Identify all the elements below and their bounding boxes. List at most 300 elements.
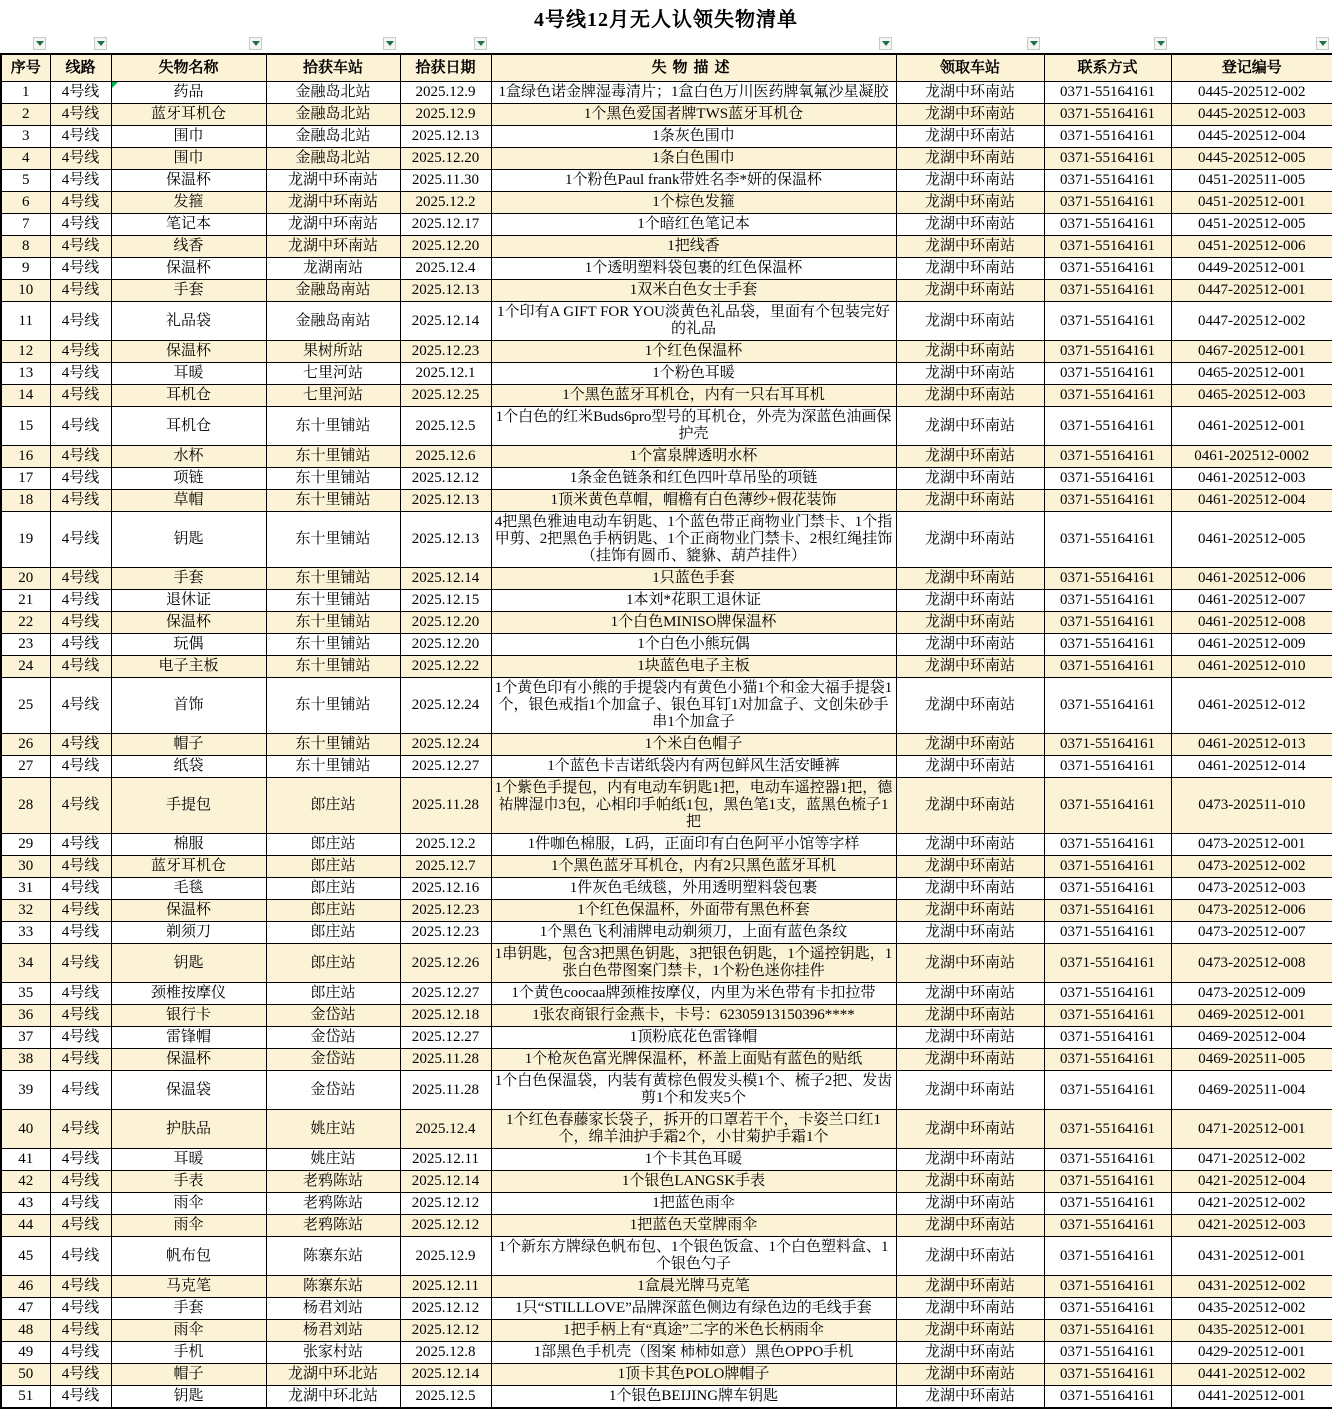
- cell-name[interactable]: 手提包: [111, 778, 266, 834]
- cell-line[interactable]: 4号线: [50, 1005, 111, 1027]
- cell-line[interactable]: 4号线: [50, 1027, 111, 1049]
- cell-pickup_station[interactable]: 龙湖中环南站: [896, 1237, 1044, 1276]
- cell-found_date[interactable]: 2025.11.28: [400, 1071, 491, 1110]
- cell-contact[interactable]: 0371-55164161: [1044, 734, 1171, 756]
- cell-description[interactable]: 1只“STILLLOVE”品牌深蓝色侧边有绿色边的毛线手套: [491, 1298, 896, 1320]
- cell-name[interactable]: 蓝牙耳机仓: [111, 104, 266, 126]
- cell-found_station[interactable]: 龙湖中环北站: [266, 1386, 400, 1409]
- cell-found_date[interactable]: 2025.12.14: [400, 1171, 491, 1193]
- cell-line[interactable]: 4号线: [50, 634, 111, 656]
- cell-no[interactable]: 27: [1, 756, 50, 778]
- cell-found_date[interactable]: 2025.12.27: [400, 1027, 491, 1049]
- cell-contact[interactable]: 0371-55164161: [1044, 634, 1171, 656]
- cell-pickup_station[interactable]: 龙湖中环南站: [896, 568, 1044, 590]
- cell-reg_no[interactable]: 0467-202512-001: [1171, 341, 1332, 363]
- cell-found_station[interactable]: 金岱站: [266, 1071, 400, 1110]
- cell-pickup_station[interactable]: 龙湖中环南站: [896, 82, 1044, 104]
- cell-found_date[interactable]: 2025.12.6: [400, 446, 491, 468]
- filter-dropdown-icon[interactable]: [1154, 37, 1167, 50]
- cell-description[interactable]: 1个蓝色卡吉诺纸袋内有两包鲜风生活安睡裤: [491, 756, 896, 778]
- cell-no[interactable]: 3: [1, 126, 50, 148]
- cell-reg_no[interactable]: 0473-202512-001: [1171, 834, 1332, 856]
- cell-no[interactable]: 26: [1, 734, 50, 756]
- cell-line[interactable]: 4号线: [50, 834, 111, 856]
- cell-reg_no[interactable]: 0473-202511-010: [1171, 778, 1332, 834]
- cell-reg_no[interactable]: 0447-202512-002: [1171, 302, 1332, 341]
- cell-description[interactable]: 1个白色保温袋，内装有黄棕色假发头模1个、梳子2把、发齿剪1个和发夹5个: [491, 1071, 896, 1110]
- cell-found_date[interactable]: 2025.12.11: [400, 1149, 491, 1171]
- cell-found_station[interactable]: 金岱站: [266, 1005, 400, 1027]
- cell-found_date[interactable]: 2025.12.2: [400, 192, 491, 214]
- cell-pickup_station[interactable]: 龙湖中环南站: [896, 834, 1044, 856]
- cell-reg_no[interactable]: 0473-202512-008: [1171, 944, 1332, 983]
- cell-contact[interactable]: 0371-55164161: [1044, 568, 1171, 590]
- cell-description[interactable]: 1个暗红色笔记本: [491, 214, 896, 236]
- cell-name[interactable]: 礼品袋: [111, 302, 266, 341]
- cell-name[interactable]: 玩偶: [111, 634, 266, 656]
- cell-line[interactable]: 4号线: [50, 280, 111, 302]
- cell-contact[interactable]: 0371-55164161: [1044, 258, 1171, 280]
- cell-pickup_station[interactable]: 龙湖中环南站: [896, 1110, 1044, 1149]
- cell-name[interactable]: 银行卡: [111, 1005, 266, 1027]
- cell-name[interactable]: 手套: [111, 1298, 266, 1320]
- cell-no[interactable]: 28: [1, 778, 50, 834]
- filter-dropdown-icon[interactable]: [879, 37, 892, 50]
- cell-found_station[interactable]: 老鸦陈站: [266, 1193, 400, 1215]
- cell-line[interactable]: 4号线: [50, 944, 111, 983]
- cell-description[interactable]: 1条白色围巾: [491, 148, 896, 170]
- cell-reg_no[interactable]: 0451-202512-005: [1171, 214, 1332, 236]
- cell-reg_no[interactable]: 0469-202511-004: [1171, 1071, 1332, 1110]
- cell-contact[interactable]: 0371-55164161: [1044, 756, 1171, 778]
- cell-description[interactable]: 1顶卡其色POLO牌帽子: [491, 1364, 896, 1386]
- cell-found_station[interactable]: 东十里铺站: [266, 568, 400, 590]
- cell-name[interactable]: 剃须刀: [111, 922, 266, 944]
- cell-found_date[interactable]: 2025.12.27: [400, 983, 491, 1005]
- cell-pickup_station[interactable]: 龙湖中环南站: [896, 756, 1044, 778]
- cell-contact[interactable]: 0371-55164161: [1044, 126, 1171, 148]
- cell-no[interactable]: 47: [1, 1298, 50, 1320]
- cell-name[interactable]: 项链: [111, 468, 266, 490]
- filter-dropdown-icon[interactable]: [249, 37, 262, 50]
- cell-found_date[interactable]: 2025.12.27: [400, 756, 491, 778]
- cell-pickup_station[interactable]: 龙湖中环南站: [896, 1320, 1044, 1342]
- cell-found_date[interactable]: 2025.12.13: [400, 126, 491, 148]
- cell-no[interactable]: 7: [1, 214, 50, 236]
- cell-contact[interactable]: 0371-55164161: [1044, 1171, 1171, 1193]
- cell-name[interactable]: 围巾: [111, 126, 266, 148]
- cell-description[interactable]: 1个黑色飞利浦牌电动剃须刀，上面有蓝色条纹: [491, 922, 896, 944]
- cell-pickup_station[interactable]: 龙湖中环南站: [896, 302, 1044, 341]
- cell-name[interactable]: 钥匙: [111, 1386, 266, 1409]
- cell-reg_no[interactable]: 0441-202512-001: [1171, 1386, 1332, 1409]
- cell-found_date[interactable]: 2025.12.12: [400, 1320, 491, 1342]
- cell-description[interactable]: 1把手柄上有“真途”二字的米色长柄雨伞: [491, 1320, 896, 1342]
- cell-no[interactable]: 11: [1, 302, 50, 341]
- cell-contact[interactable]: 0371-55164161: [1044, 363, 1171, 385]
- cell-line[interactable]: 4号线: [50, 1171, 111, 1193]
- cell-no[interactable]: 40: [1, 1110, 50, 1149]
- cell-no[interactable]: 50: [1, 1364, 50, 1386]
- cell-reg_no[interactable]: 0431-202512-001: [1171, 1237, 1332, 1276]
- cell-reg_no[interactable]: 0473-202512-003: [1171, 878, 1332, 900]
- cell-contact[interactable]: 0371-55164161: [1044, 170, 1171, 192]
- cell-line[interactable]: 4号线: [50, 1237, 111, 1276]
- cell-name[interactable]: 帽子: [111, 734, 266, 756]
- cell-reg_no[interactable]: 0445-202512-003: [1171, 104, 1332, 126]
- cell-no[interactable]: 37: [1, 1027, 50, 1049]
- cell-name[interactable]: 蓝牙耳机仓: [111, 856, 266, 878]
- cell-description[interactable]: 1个白色MINISO牌保温杯: [491, 612, 896, 634]
- cell-found_station[interactable]: 东十里铺站: [266, 490, 400, 512]
- cell-line[interactable]: 4号线: [50, 363, 111, 385]
- cell-reg_no[interactable]: 0421-202512-004: [1171, 1171, 1332, 1193]
- cell-found_date[interactable]: 2025.12.4: [400, 258, 491, 280]
- cell-contact[interactable]: 0371-55164161: [1044, 280, 1171, 302]
- cell-name[interactable]: 保温杯: [111, 170, 266, 192]
- cell-description[interactable]: 1个透明塑料袋包裹的红色保温杯: [491, 258, 896, 280]
- cell-reg_no[interactable]: 0445-202512-005: [1171, 148, 1332, 170]
- cell-contact[interactable]: 0371-55164161: [1044, 983, 1171, 1005]
- cell-line[interactable]: 4号线: [50, 734, 111, 756]
- column-header-description[interactable]: 失物描述: [491, 54, 896, 82]
- cell-found_date[interactable]: 2025.12.12: [400, 1298, 491, 1320]
- cell-found_station[interactable]: 东十里铺站: [266, 612, 400, 634]
- cell-description[interactable]: 1个米白色帽子: [491, 734, 896, 756]
- cell-pickup_station[interactable]: 龙湖中环南站: [896, 1171, 1044, 1193]
- cell-no[interactable]: 13: [1, 363, 50, 385]
- cell-no[interactable]: 8: [1, 236, 50, 258]
- cell-contact[interactable]: 0371-55164161: [1044, 856, 1171, 878]
- cell-contact[interactable]: 0371-55164161: [1044, 104, 1171, 126]
- cell-reg_no[interactable]: 0461-202512-001: [1171, 407, 1332, 446]
- cell-name[interactable]: 线香: [111, 236, 266, 258]
- cell-no[interactable]: 42: [1, 1171, 50, 1193]
- cell-no[interactable]: 44: [1, 1215, 50, 1237]
- cell-line[interactable]: 4号线: [50, 148, 111, 170]
- cell-pickup_station[interactable]: 龙湖中环南站: [896, 468, 1044, 490]
- cell-found_station[interactable]: 东十里铺站: [266, 468, 400, 490]
- cell-name[interactable]: 护肤品: [111, 1110, 266, 1149]
- cell-found_station[interactable]: 龙湖中环南站: [266, 170, 400, 192]
- cell-line[interactable]: 4号线: [50, 568, 111, 590]
- cell-found_station[interactable]: 龙湖中环南站: [266, 192, 400, 214]
- cell-name[interactable]: 保温杯: [111, 341, 266, 363]
- cell-contact[interactable]: 0371-55164161: [1044, 148, 1171, 170]
- cell-contact[interactable]: 0371-55164161: [1044, 612, 1171, 634]
- cell-line[interactable]: 4号线: [50, 1298, 111, 1320]
- cell-name[interactable]: 钥匙: [111, 944, 266, 983]
- cell-pickup_station[interactable]: 龙湖中环南站: [896, 1071, 1044, 1110]
- cell-found_station[interactable]: 姚庄站: [266, 1149, 400, 1171]
- cell-contact[interactable]: 0371-55164161: [1044, 834, 1171, 856]
- cell-reg_no[interactable]: 0461-202512-009: [1171, 634, 1332, 656]
- cell-found_station[interactable]: 郎庄站: [266, 856, 400, 878]
- cell-description[interactable]: 1盒绿色诺金牌湿毒清片；1盒白色万川医药牌氧氟沙星凝胶: [491, 82, 896, 104]
- cell-name[interactable]: 保温杯: [111, 1049, 266, 1071]
- cell-line[interactable]: 4号线: [50, 1110, 111, 1149]
- cell-line[interactable]: 4号线: [50, 385, 111, 407]
- cell-line[interactable]: 4号线: [50, 407, 111, 446]
- cell-pickup_station[interactable]: 龙湖中环南站: [896, 734, 1044, 756]
- cell-reg_no[interactable]: 0435-202512-001: [1171, 1320, 1332, 1342]
- cell-no[interactable]: 10: [1, 280, 50, 302]
- cell-found_station[interactable]: 郎庄站: [266, 944, 400, 983]
- cell-pickup_station[interactable]: 龙湖中环南站: [896, 446, 1044, 468]
- cell-reg_no[interactable]: 0471-202512-002: [1171, 1149, 1332, 1171]
- cell-contact[interactable]: 0371-55164161: [1044, 1320, 1171, 1342]
- cell-found_date[interactable]: 2025.12.25: [400, 385, 491, 407]
- cell-description[interactable]: 1把蓝色雨伞: [491, 1193, 896, 1215]
- cell-pickup_station[interactable]: 龙湖中环南站: [896, 1364, 1044, 1386]
- cell-found_station[interactable]: 龙湖南站: [266, 258, 400, 280]
- cell-pickup_station[interactable]: 龙湖中环南站: [896, 778, 1044, 834]
- cell-found_date[interactable]: 2025.12.17: [400, 214, 491, 236]
- cell-description[interactable]: 1个红色春藤家长袋子，拆开的口罩若干个，卡姿兰口红1个，绵羊油护手霜2个，小甘菊护手霜1个: [491, 1110, 896, 1149]
- cell-found_station[interactable]: 龙湖中环南站: [266, 236, 400, 258]
- cell-line[interactable]: 4号线: [50, 678, 111, 734]
- cell-description[interactable]: 1个紫色手提包，内有电动车钥匙1把，电动车遥控器1把，德祐牌湿巾3包，心相印手帕纸1包，黑色笔1支，蓝黑色梳子1把: [491, 778, 896, 834]
- cell-found_station[interactable]: 龙湖中环南站: [266, 214, 400, 236]
- cell-contact[interactable]: 0371-55164161: [1044, 1237, 1171, 1276]
- cell-reg_no[interactable]: 0473-202512-006: [1171, 900, 1332, 922]
- cell-reg_no[interactable]: 0461-202512-014: [1171, 756, 1332, 778]
- cell-line[interactable]: 4号线: [50, 468, 111, 490]
- column-header-found_station[interactable]: 拾获车站: [266, 54, 400, 82]
- cell-reg_no[interactable]: 0447-202512-001: [1171, 280, 1332, 302]
- cell-found_date[interactable]: 2025.12.20: [400, 236, 491, 258]
- cell-reg_no[interactable]: 0445-202512-002: [1171, 82, 1332, 104]
- cell-contact[interactable]: 0371-55164161: [1044, 236, 1171, 258]
- cell-no[interactable]: 43: [1, 1193, 50, 1215]
- cell-no[interactable]: 4: [1, 148, 50, 170]
- cell-found_station[interactable]: 老鸦陈站: [266, 1171, 400, 1193]
- cell-line[interactable]: 4号线: [50, 1193, 111, 1215]
- cell-contact[interactable]: 0371-55164161: [1044, 678, 1171, 734]
- cell-line[interactable]: 4号线: [50, 612, 111, 634]
- cell-description[interactable]: 1盒晨光牌马克笔: [491, 1276, 896, 1298]
- cell-contact[interactable]: 0371-55164161: [1044, 192, 1171, 214]
- cell-found_date[interactable]: 2025.12.9: [400, 104, 491, 126]
- cell-line[interactable]: 4号线: [50, 126, 111, 148]
- cell-description[interactable]: 1个黑色蓝牙耳机仓，内有一只右耳耳机: [491, 385, 896, 407]
- cell-line[interactable]: 4号线: [50, 1215, 111, 1237]
- cell-name[interactable]: 药品: [111, 82, 266, 104]
- cell-found_station[interactable]: 郎庄站: [266, 834, 400, 856]
- cell-name[interactable]: 保温杯: [111, 258, 266, 280]
- column-header-pickup_station[interactable]: 领取车站: [896, 54, 1044, 82]
- cell-contact[interactable]: 0371-55164161: [1044, 1276, 1171, 1298]
- cell-line[interactable]: 4号线: [50, 922, 111, 944]
- cell-found_date[interactable]: 2025.12.13: [400, 512, 491, 568]
- cell-description[interactable]: 1个棕色发箍: [491, 192, 896, 214]
- cell-found_date[interactable]: 2025.12.13: [400, 280, 491, 302]
- cell-found_station[interactable]: 东十里铺站: [266, 656, 400, 678]
- cell-line[interactable]: 4号线: [50, 170, 111, 192]
- cell-found_date[interactable]: 2025.12.9: [400, 82, 491, 104]
- cell-description[interactable]: 1本刘*花职工退休证: [491, 590, 896, 612]
- cell-pickup_station[interactable]: 龙湖中环南站: [896, 192, 1044, 214]
- cell-no[interactable]: 51: [1, 1386, 50, 1409]
- cell-found_station[interactable]: 东十里铺站: [266, 446, 400, 468]
- cell-line[interactable]: 4号线: [50, 1071, 111, 1110]
- cell-reg_no[interactable]: 0473-202512-007: [1171, 922, 1332, 944]
- cell-name[interactable]: 帆布包: [111, 1237, 266, 1276]
- cell-contact[interactable]: 0371-55164161: [1044, 944, 1171, 983]
- cell-pickup_station[interactable]: 龙湖中环南站: [896, 612, 1044, 634]
- cell-pickup_station[interactable]: 龙湖中环南站: [896, 678, 1044, 734]
- cell-reg_no[interactable]: 0461-202512-008: [1171, 612, 1332, 634]
- column-header-reg_no[interactable]: 登记编号: [1171, 54, 1332, 82]
- cell-description[interactable]: 1个黄色印有小熊的手提袋内有黄色小猫1个和金大福手提袋1个，银色戒指1个加盒子、银色耳钉1对加盒子、文创朱砂手串1个加盒子: [491, 678, 896, 734]
- cell-pickup_station[interactable]: 龙湖中环南站: [896, 1149, 1044, 1171]
- cell-found_date[interactable]: 2025.12.14: [400, 302, 491, 341]
- cell-no[interactable]: 5: [1, 170, 50, 192]
- cell-line[interactable]: 4号线: [50, 1364, 111, 1386]
- filter-dropdown-icon[interactable]: [474, 37, 487, 50]
- cell-reg_no[interactable]: 0451-202512-006: [1171, 236, 1332, 258]
- cell-reg_no[interactable]: 0473-202512-009: [1171, 983, 1332, 1005]
- cell-found_station[interactable]: 郎庄站: [266, 983, 400, 1005]
- cell-description[interactable]: 1部黑色手机壳（图案 柿柿如意）黑色OPPO手机: [491, 1342, 896, 1364]
- cell-found_station[interactable]: 金融岛南站: [266, 280, 400, 302]
- cell-reg_no[interactable]: 0471-202512-001: [1171, 1110, 1332, 1149]
- cell-no[interactable]: 24: [1, 656, 50, 678]
- cell-found_date[interactable]: 2025.11.28: [400, 778, 491, 834]
- cell-no[interactable]: 1: [1, 82, 50, 104]
- cell-name[interactable]: 毛毯: [111, 878, 266, 900]
- cell-found_date[interactable]: 2025.11.30: [400, 170, 491, 192]
- cell-description[interactable]: 1把蓝色天堂牌雨伞: [491, 1215, 896, 1237]
- cell-line[interactable]: 4号线: [50, 512, 111, 568]
- cell-contact[interactable]: 0371-55164161: [1044, 1364, 1171, 1386]
- cell-name[interactable]: 耳机仓: [111, 385, 266, 407]
- cell-reg_no[interactable]: 0461-202512-0002: [1171, 446, 1332, 468]
- cell-found_date[interactable]: 2025.12.2: [400, 834, 491, 856]
- cell-no[interactable]: 25: [1, 678, 50, 734]
- cell-contact[interactable]: 0371-55164161: [1044, 1027, 1171, 1049]
- cell-line[interactable]: 4号线: [50, 1149, 111, 1171]
- cell-contact[interactable]: 0371-55164161: [1044, 1005, 1171, 1027]
- cell-no[interactable]: 17: [1, 468, 50, 490]
- cell-pickup_station[interactable]: 龙湖中环南站: [896, 512, 1044, 568]
- cell-contact[interactable]: 0371-55164161: [1044, 302, 1171, 341]
- cell-contact[interactable]: 0371-55164161: [1044, 407, 1171, 446]
- cell-description[interactable]: 1件咖色棉服，L码，正面印有白色阿平小馆等字样: [491, 834, 896, 856]
- cell-name[interactable]: 耳机仓: [111, 407, 266, 446]
- filter-dropdown-icon[interactable]: [1316, 37, 1329, 50]
- cell-no[interactable]: 6: [1, 192, 50, 214]
- cell-description[interactable]: 1块蓝色电子主板: [491, 656, 896, 678]
- cell-reg_no[interactable]: 0461-202512-010: [1171, 656, 1332, 678]
- cell-name[interactable]: 雷锋帽: [111, 1027, 266, 1049]
- cell-contact[interactable]: 0371-55164161: [1044, 1215, 1171, 1237]
- cell-description[interactable]: 1个白色的红米Buds6pro型号的耳机仓，外壳为深蓝色油画保护壳: [491, 407, 896, 446]
- cell-contact[interactable]: 0371-55164161: [1044, 1342, 1171, 1364]
- cell-description[interactable]: 1个粉色耳暖: [491, 363, 896, 385]
- cell-contact[interactable]: 0371-55164161: [1044, 468, 1171, 490]
- cell-reg_no[interactable]: 0461-202512-007: [1171, 590, 1332, 612]
- cell-found_date[interactable]: 2025.11.28: [400, 1049, 491, 1071]
- cell-pickup_station[interactable]: 龙湖中环南站: [896, 1298, 1044, 1320]
- cell-no[interactable]: 29: [1, 834, 50, 856]
- cell-line[interactable]: 4号线: [50, 302, 111, 341]
- filter-dropdown-icon[interactable]: [94, 37, 107, 50]
- cell-description[interactable]: 1条灰色围巾: [491, 126, 896, 148]
- cell-found_date[interactable]: 2025.12.8: [400, 1342, 491, 1364]
- cell-found_station[interactable]: 东十里铺站: [266, 678, 400, 734]
- cell-found_date[interactable]: 2025.12.16: [400, 878, 491, 900]
- cell-reg_no[interactable]: 0445-202512-004: [1171, 126, 1332, 148]
- cell-no[interactable]: 38: [1, 1049, 50, 1071]
- cell-description[interactable]: 1张农商银行金燕卡，卡号：62305913150396****: [491, 1005, 896, 1027]
- cell-pickup_station[interactable]: 龙湖中环南站: [896, 258, 1044, 280]
- cell-description[interactable]: 1把线香: [491, 236, 896, 258]
- filter-dropdown-icon[interactable]: [383, 37, 396, 50]
- cell-line[interactable]: 4号线: [50, 983, 111, 1005]
- cell-pickup_station[interactable]: 龙湖中环南站: [896, 1027, 1044, 1049]
- cell-line[interactable]: 4号线: [50, 778, 111, 834]
- cell-name[interactable]: 帽子: [111, 1364, 266, 1386]
- cell-pickup_station[interactable]: 龙湖中环南站: [896, 170, 1044, 192]
- cell-description[interactable]: 1个粉色Paul frank带姓名李*妍的保温杯: [491, 170, 896, 192]
- cell-line[interactable]: 4号线: [50, 756, 111, 778]
- cell-contact[interactable]: 0371-55164161: [1044, 1071, 1171, 1110]
- cell-found_station[interactable]: 郎庄站: [266, 878, 400, 900]
- cell-reg_no[interactable]: 0421-202512-002: [1171, 1193, 1332, 1215]
- cell-description[interactable]: 1个富泉牌透明水杯: [491, 446, 896, 468]
- cell-name[interactable]: 手表: [111, 1171, 266, 1193]
- cell-found_station[interactable]: 陈寨东站: [266, 1276, 400, 1298]
- cell-description[interactable]: 1个红色保温杯: [491, 341, 896, 363]
- cell-found_station[interactable]: 张家村站: [266, 1342, 400, 1364]
- cell-found_station[interactable]: 杨君刘站: [266, 1320, 400, 1342]
- cell-found_station[interactable]: 东十里铺站: [266, 734, 400, 756]
- cell-reg_no[interactable]: 0461-202512-012: [1171, 678, 1332, 734]
- cell-found_date[interactable]: 2025.12.24: [400, 678, 491, 734]
- filter-dropdown-icon[interactable]: [33, 37, 46, 50]
- cell-no[interactable]: 39: [1, 1071, 50, 1110]
- cell-reg_no[interactable]: 0451-202512-001: [1171, 192, 1332, 214]
- cell-contact[interactable]: 0371-55164161: [1044, 82, 1171, 104]
- cell-line[interactable]: 4号线: [50, 856, 111, 878]
- cell-found_station[interactable]: 金融岛北站: [266, 148, 400, 170]
- cell-description[interactable]: 1个枪灰色富光牌保温杯，杯盖上面贴有蓝色的贴纸: [491, 1049, 896, 1071]
- cell-found_station[interactable]: 金融岛北站: [266, 126, 400, 148]
- cell-pickup_station[interactable]: 龙湖中环南站: [896, 983, 1044, 1005]
- cell-contact[interactable]: 0371-55164161: [1044, 922, 1171, 944]
- cell-no[interactable]: 48: [1, 1320, 50, 1342]
- cell-description[interactable]: 1条金色链条和红色四叶草吊坠的项链: [491, 468, 896, 490]
- cell-pickup_station[interactable]: 龙湖中环南站: [896, 1342, 1044, 1364]
- cell-no[interactable]: 20: [1, 568, 50, 590]
- cell-pickup_station[interactable]: 龙湖中环南站: [896, 900, 1044, 922]
- cell-reg_no[interactable]: 0431-202512-002: [1171, 1276, 1332, 1298]
- cell-description[interactable]: 1只蓝色手套: [491, 568, 896, 590]
- cell-contact[interactable]: 0371-55164161: [1044, 1110, 1171, 1149]
- cell-no[interactable]: 49: [1, 1342, 50, 1364]
- cell-name[interactable]: 笔记本: [111, 214, 266, 236]
- column-header-no[interactable]: 序号: [1, 54, 50, 82]
- cell-no[interactable]: 30: [1, 856, 50, 878]
- cell-found_station[interactable]: 七里河站: [266, 363, 400, 385]
- cell-description[interactable]: 1个银色LANGSK手表: [491, 1171, 896, 1193]
- cell-line[interactable]: 4号线: [50, 900, 111, 922]
- cell-reg_no[interactable]: 0435-202512-002: [1171, 1298, 1332, 1320]
- filter-dropdown-icon[interactable]: [1027, 37, 1040, 50]
- cell-found_date[interactable]: 2025.12.4: [400, 1110, 491, 1149]
- cell-line[interactable]: 4号线: [50, 1386, 111, 1409]
